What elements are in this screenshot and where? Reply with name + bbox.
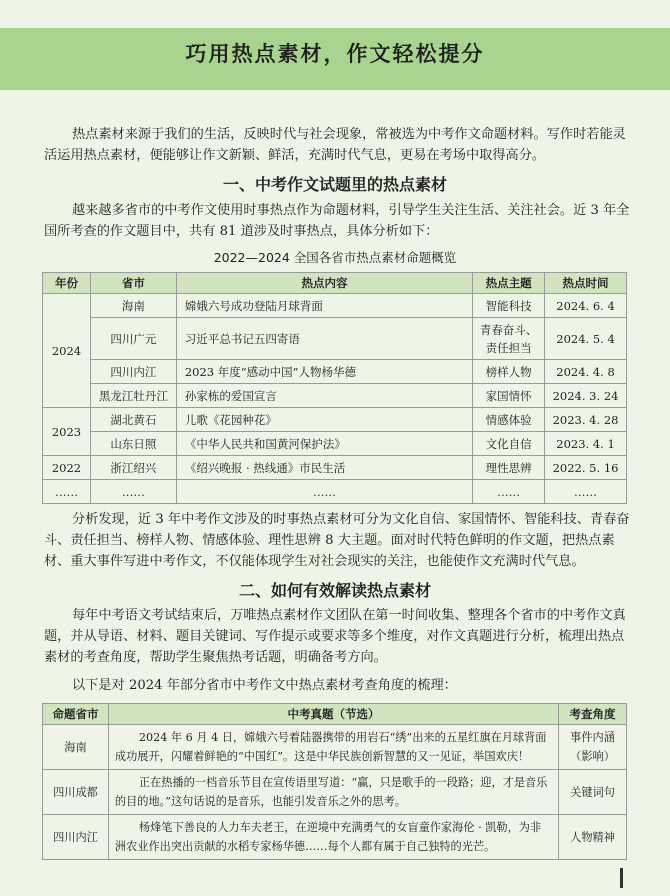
table-header-row — [43, 273, 627, 294]
content-cell: 习近平总书记五四寄语 — [176, 318, 472, 360]
section2-heading: 二、如何有效解读热点素材 — [238, 581, 431, 600]
header-excerpt: 中考真题（节选） — [108, 704, 558, 725]
theme-cell: 情感体验 — [473, 408, 545, 432]
place-cell: 四川广元 — [90, 318, 176, 360]
table-row — [43, 384, 627, 408]
table-row — [43, 725, 627, 770]
table-row — [43, 408, 627, 432]
header-place: 命题省市 — [43, 704, 109, 725]
content-cell: …… — [176, 480, 472, 504]
header-date: 热点时间 — [545, 273, 627, 294]
place-cell: 海南 — [43, 725, 109, 770]
table1-caption: 2022—2024 全国各省市热点素材命题概览 — [213, 250, 457, 265]
date-cell: 2024. 3. 24 — [545, 384, 627, 408]
year-cell: 2022 — [43, 456, 91, 480]
content-cell: 2023 年度“感动中国”人物杨华德 — [176, 360, 472, 384]
place-cell: …… — [90, 480, 176, 504]
hotspot-table — [42, 272, 627, 504]
content-cell: 《中华人民共和国黄河保护法》 — [176, 432, 472, 456]
place-cell: 四川内江 — [43, 815, 109, 860]
excerpt-cell: 杨烽笔下善良的人力车夫老王，在逆境中充满勇气的女盲童作家海伦 · 凯勒，为非洲农业作出突出贡献的水稻专家杨华德……每个人都有属于自己独特的光芒。 — [108, 815, 558, 860]
theme-cell: 家国情怀 — [473, 384, 545, 408]
year-cell: …… — [43, 480, 91, 504]
content-cell: 儿歌《花园种花》 — [176, 408, 472, 432]
angle-cell: 事件内涵（影响） — [559, 725, 627, 770]
date-cell: 2023. 4. 1 — [545, 432, 627, 456]
place-cell: 黑龙江牡丹江 — [90, 384, 176, 408]
year-cell: 2024 — [43, 294, 91, 408]
content-cell: 《绍兴晚报 · 热线通》市民生活 — [176, 456, 472, 480]
date-cell: 2024. 5. 4 — [545, 318, 627, 360]
date-cell: …… — [545, 480, 627, 504]
angle-cell: 人物精神 — [559, 815, 627, 860]
table-row — [43, 456, 627, 480]
header-theme: 热点主题 — [473, 273, 545, 294]
theme-cell: 理性思辨 — [473, 456, 545, 480]
theme-cell: 文化自信 — [473, 432, 545, 456]
table-row — [43, 318, 627, 360]
place-cell: 四川成都 — [43, 770, 109, 815]
date-cell: 2022. 5. 16 — [545, 456, 627, 480]
excerpt-cell: 2024 年 6 月 4 日，嫦娥六号着陆器携带的用岩石“绣”出来的五星红旗在月球背面成功展开，闪耀着鲜艳的“中国红”。这是中华民族创新智慧的又一见证，举国欢庆！ — [108, 725, 558, 770]
excerpt-table — [42, 703, 627, 860]
year-cell: 2023 — [43, 408, 91, 456]
angle-cell: 关键词句 — [559, 770, 627, 815]
table-row — [43, 432, 627, 456]
theme-cell: 青春奋斗、责任担当 — [473, 318, 545, 360]
content-cell: 孙家栋的爱国宣言 — [176, 384, 472, 408]
section1-paragraph: 越来越多省市的中考作文使用时事热点作为命题材料，引导学生关注生活、关注社会。近 3 年全国所考查的作文题目中，共有 81 道涉及时事热点，具体分析如下： — [44, 203, 630, 239]
header-year: 年份 — [43, 273, 91, 294]
date-cell: 2024. 4. 8 — [545, 360, 627, 384]
theme-cell: …… — [473, 480, 545, 504]
place-cell: 四川内江 — [90, 360, 176, 384]
theme-cell: 智能科技 — [473, 294, 545, 318]
date-cell: 2024. 6. 4 — [545, 294, 627, 318]
header-angle: 考查角度 — [559, 704, 627, 725]
table-header-row — [43, 704, 627, 725]
date-cell: 2023. 4. 28 — [545, 408, 627, 432]
excerpt-cell: 正在热播的一档音乐节目在宣传语里写道：“赢，只是歌手的一段路；迎，才是音乐的目的地。”这句话说的是音乐，也能引发音乐之外的思考。 — [108, 770, 558, 815]
page-title: 巧用热点素材，作文轻松提分 — [185, 42, 485, 66]
table-row — [43, 770, 627, 815]
section2-paragraph: 每年中考语文考试结束后，万唯热点素材作文团队在第一时间收集、整理各个省市的中考作文真题，并从导语、材料、题目关键词、写作提示或要求等多个维度，对作文真题进行分析，梳理出热点素材的考查角度，帮助学生聚焦热考话题，明确备考方向。 — [44, 608, 626, 665]
theme-cell: 榜样人物 — [473, 360, 545, 384]
intro-paragraph: 热点素材来源于我们的生活，反映时代与社会现象，常被选为中考作文命题材料。写作时若能灵活运用热点素材，便能够让作文新颖、鲜活，充满时代气息，更易在考场中取得高分。 — [44, 127, 626, 163]
section1-heading: 一、中考作文试题里的热点素材 — [222, 175, 447, 194]
header-content: 热点内容 — [176, 273, 472, 294]
content-cell: 嫦娥六号成功登陆月球背面 — [176, 294, 472, 318]
place-cell: 海南 — [90, 294, 176, 318]
header-place: 省市 — [90, 273, 176, 294]
place-cell: 山东日照 — [90, 432, 176, 456]
table-row — [43, 815, 627, 860]
table-row — [43, 360, 627, 384]
place-cell: 湖北黄石 — [90, 408, 176, 432]
table-row — [43, 480, 627, 504]
section2-intro: 以下是对 2024 年部分省市中考作文中热点素材考查角度的梳理： — [72, 678, 457, 693]
page-marker — [620, 868, 623, 888]
table-row — [43, 294, 627, 318]
analysis-paragraph: 分析发现，近 3 年中考作文涉及的时事热点素材可分为文化自信、家国情怀、智能科技、青春奋斗、责任担当、榜样人物、情感体验、理性思辨 8 大主题。面对时代特色鲜明的作文题，把热点素材、重大事件写进中考作文，不仅能体现学生对社会现实的关注，也能使作文充满时代气息。 — [44, 512, 630, 569]
place-cell: 浙江绍兴 — [90, 456, 176, 480]
